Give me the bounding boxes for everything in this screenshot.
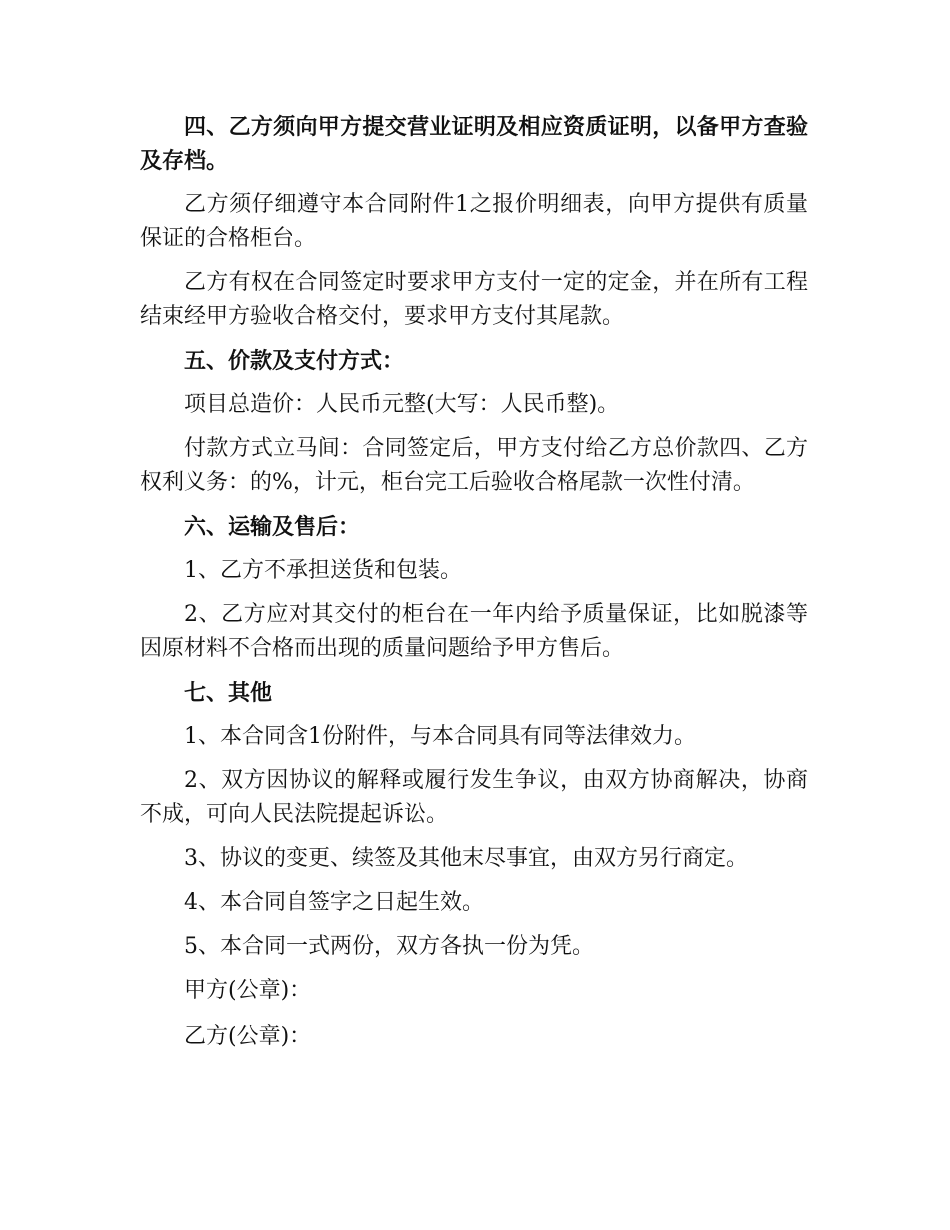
paragraph-transport-1: 1、乙方不承担送货和包装。	[184, 558, 462, 583]
paragraph-quote-compliance: 乙方须仔细遵守本合同附件1之报价明细表，向甲方提供有质量保证的合格柜台。	[140, 192, 808, 251]
paragraph-other-5: 5、本合同一式两份，双方各执一份为凭。	[184, 934, 594, 959]
paragraph-deposit-rights: 乙方有权在合同签定时要求甲方支付一定的定金，并在所有工程结束经甲方验收合格交付，要求甲方支付其尾款。	[140, 270, 808, 329]
paragraph-other-1: 1、本合同含1份附件，与本合同具有同等法律效力。	[184, 724, 696, 749]
paragraph-transport-2: 2、乙方应对其交付的柜台在一年内给予质量保证，比如脱漆等因原材料不合格而出现的质量问题给予甲方售后。	[140, 602, 808, 661]
section-heading-qualification: 四、乙方须向甲方提交营业证明及相应资质证明，以备甲方查验及存档。	[140, 114, 808, 174]
paragraph-payment-method: 付款方式立马间：合同签定后，甲方支付给乙方总价款四、乙方权利义务：的%，计元，柜台完工后验收合格尾款一次性付清。	[140, 436, 808, 495]
paragraph-other-4: 4、本合同自签字之日起生效。	[184, 890, 484, 915]
paragraph-other-3: 3、协议的变更、续签及其他末尽事宜，由双方另行商定。	[184, 846, 748, 871]
section-heading-payment: 五、价款及支付方式：	[184, 348, 405, 374]
signature-party-b: 乙方(公章)：	[184, 1024, 312, 1049]
paragraph-other-2: 2、双方因协议的解释或履行发生争议，由双方协商解决，协商不成，可向人民法院提起诉讼。	[140, 768, 808, 827]
paragraph-total-price: 项目总造价：人民币元整(大写：人民币整)。	[184, 392, 620, 417]
document-page	[140, 110, 808, 1066]
section-heading-transport: 六、运输及售后：	[184, 514, 361, 540]
signature-party-a: 甲方(公章)：	[184, 978, 312, 1003]
section-heading-other: 七、其他	[184, 680, 273, 706]
